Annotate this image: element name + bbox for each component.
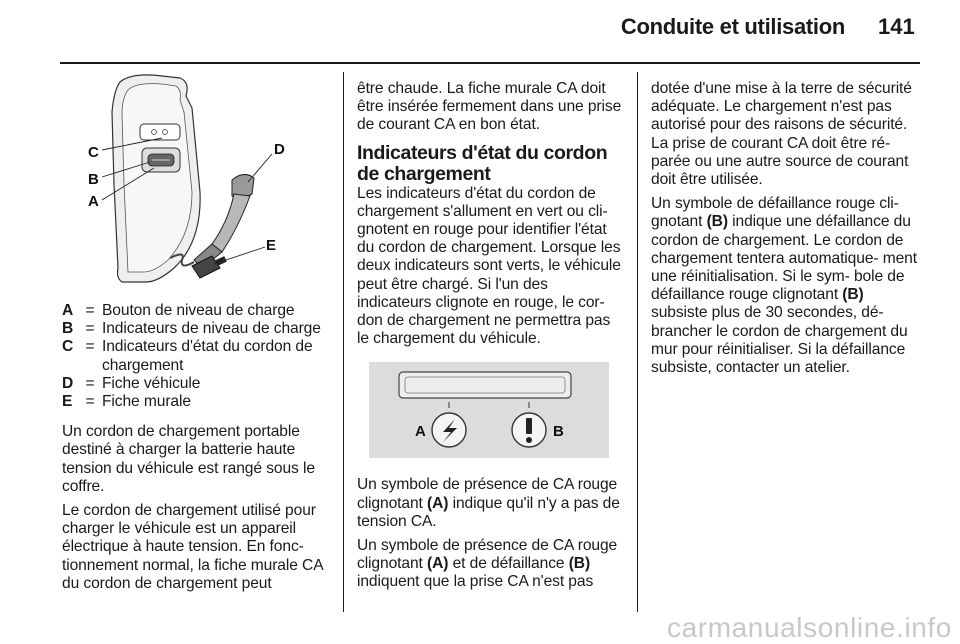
legend-row: C = Indicateurs d'état du cordon de chargement [62,338,313,374]
callout-c: C [88,144,99,161]
legend-row: D = Fiche véhicule [62,374,201,392]
watermark: carmanualsonline.info [667,612,952,643]
column-3 [651,80,923,383]
legend-row: B = Indicateurs de niveau de charge [62,320,321,338]
paragraph: Le cordon de chargement utilisé pour charger le véhicule est un appareil électrique à haute tension. En fonc- tionnement normal, la fiche murale CA du cordon de chargement peut [62,502,323,592]
charging-cord-figure [62,72,330,288]
paragraph: Un symbole de présence de CA rouge clignotant (A) et de défaillance (B) indiquent que la prise CA n'est pas [357,537,618,591]
figure-legend [62,302,330,411]
indicator-label-b: B [553,423,564,441]
callout-e: E [266,237,276,254]
paragraph: être chaude. La fiche murale CA doit être insérée fermement dans une prise de courant CA en bon état. [357,80,622,134]
paragraph: Un symbole de défaillance rouge cli- gnotant (B) indique une défaillance du cordon de chargement. Le cordon de chargement tentera automatique- ment une réinitialisation. Si le sym- bole de défaillance rouge clignotant (B) subsiste plus de 30 secondes, dé- brancher le cordon de chargement du mur pour réinitialiser. Si la défaillance subsiste, contacter un atelier. [651,195,917,377]
column-1 [62,72,330,599]
paragraph: Un symbole de présence de CA rouge clignotant (A) indique qu'il n'y a pas de tension CA. [357,476,620,530]
paragraph: Un cordon de chargement portable destiné à charger la batterie haute tension du véhicule est rangé sous le coffre. [62,423,315,495]
column-separator-1 [343,72,344,612]
header-rule [60,62,920,64]
legend-row: A = Bouton de niveau de charge [62,302,295,319]
exclamation-icon [526,418,532,434]
section-heading: Indicateurs d'état du cordon de chargement [357,141,608,185]
callout-a: A [88,193,99,210]
paragraph: Les indicateurs d'état du cordon de chargement s'allument en vert ou cli- gnotent en rouge pour identifier l'état du cordon de chargement. Lorsque les deux indicateurs sont verts, le véhicule peut être chargé. Si l'un des indicateurs clignote en rouge, le cor- don de chargement ne permettra pas le chargement du véhicule. [357,184,621,348]
indicator-panel-figure [369,362,623,462]
page-number: 141 [878,14,915,39]
callout-b: B [88,171,99,188]
indicator-label-a: A [415,423,426,441]
column-2 [357,80,625,598]
legend-row: E = Fiche murale [62,393,191,411]
column-separator-2 [637,72,638,612]
paragraph: dotée d'une mise à la terre de sécurité adéquate. Le chargement n'est pas autorisé pour des raisons de sécurité. La prise de courant CA doit être ré- parée ou une autre source de courant doit être utilisée. [651,80,912,189]
callout-d: D [274,141,285,158]
page-header-title: Conduite et utilisation [620,14,845,39]
